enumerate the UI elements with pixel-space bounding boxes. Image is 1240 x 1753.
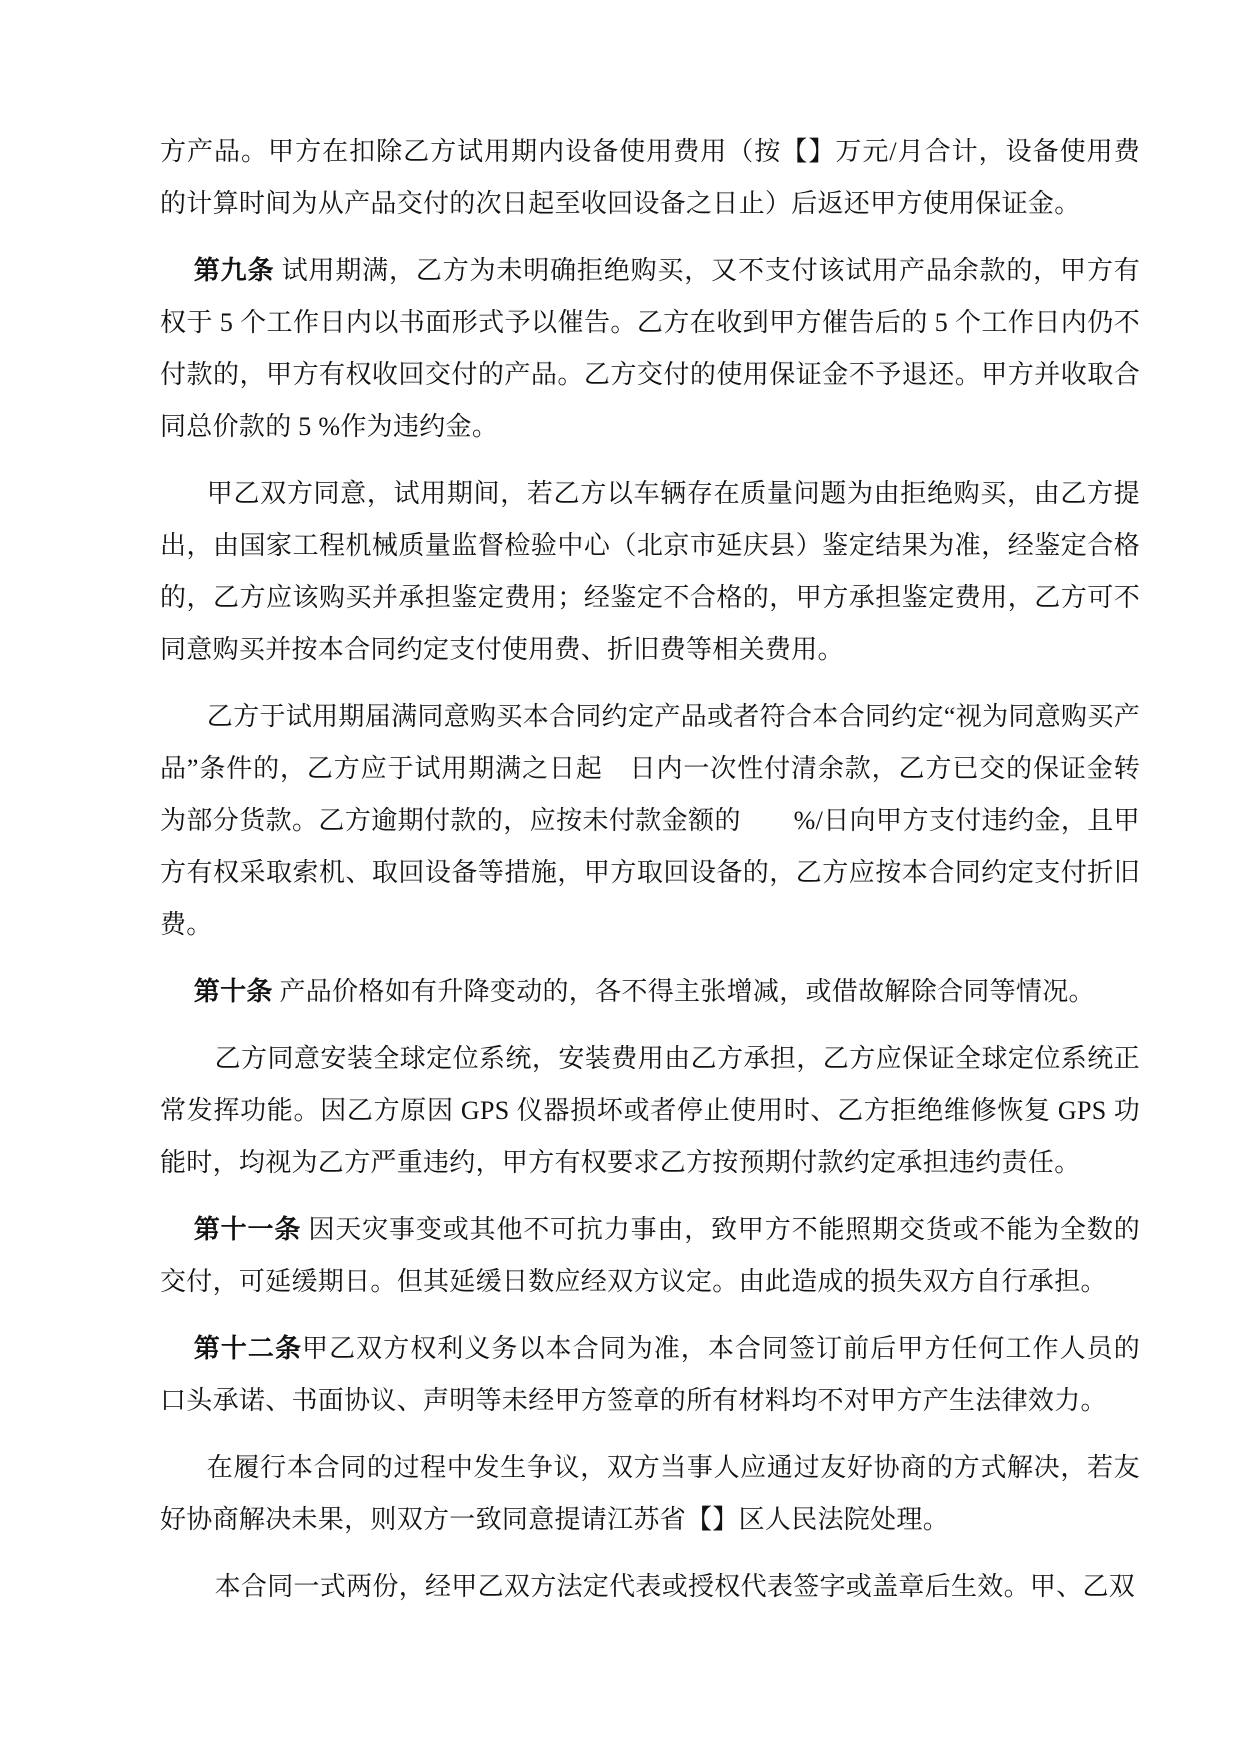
contract-body [160,126,1140,1628]
paragraph [160,468,1140,676]
paragraph [160,691,1140,951]
paragraph-clause-12 [160,1323,1140,1427]
paragraph-text: 方产品。甲方在扣除乙方试用期内设备使用费用（按【】万元/月合计，设备使用费的计算时间为从产品交付的次日起至收回设备之日止）后返还甲方使用保证金。 [160,137,1140,218]
paragraph-clause-9 [160,245,1140,453]
paragraph-text: 在履行本合同的过程中发生争议，双方当事人应通过友好协商的方式解决，若友好协商解决未果，则双方一致同意提请江苏省【】区人民法院处理。 [160,1453,1140,1534]
paragraph-text: 甲乙双方同意，试用期间，若乙方以车辆存在质量问题为由拒绝购买，由乙方提出，由国家工程机械质量监督检验中心（北京市延庆县）鉴定结果为准，经鉴定合格的，乙方应该购买并承担鉴定费用；经鉴定不合格的，甲方承担鉴定费用，乙方可不同意购买并按本合同约定支付使用费、折旧费等相关费用。 [160,479,1140,664]
paragraph [160,1561,1140,1613]
paragraph-text: 产品价格如有升降变动的，各不得主张增减，或借故解除合同等情况。 [272,977,1095,1006]
paragraph-text: 因天灾事变或其他不可抗力事由，致甲方不能照期交货或不能为全数的交付，可延缓期日。但其延缓日数应经双方议定。由此造成的损失双方自行承担。 [160,1215,1140,1296]
paragraph-text: 试用期满，乙方为未明确拒绝购买，又不支付该试用产品余款的，甲方有权于 5 个工作日内以书面形式予以催告。乙方在收到甲方催告后的 5 个工作日内仍不付款的，甲方有权收回交付的产品。乙方交付的使用保证金不予退还。甲方并收取合同总价款的 5 %作为违约金。 [160,256,1141,441]
clause-number: 第十一条 [193,1215,302,1244]
paragraph-continuation [160,126,1140,230]
clause-number: 第十二条 [193,1334,303,1363]
paragraph [160,1442,1140,1546]
paragraph-text: 甲乙双方权利义务以本合同为准，本合同签订前后甲方任何工作人员的口头承诺、书面协议、声明等未经甲方签章的所有材料均不对甲方产生法律效力。 [160,1334,1140,1415]
clause-number: 第九条 [193,256,275,285]
paragraph-clause-10 [160,966,1140,1018]
paragraph-text: 乙方于试用期届满同意购买本合同约定产品或者符合本合同约定“视为同意购买产品”条件的，乙方应于试用期满之日起 日内一次性付清余款，乙方已交的保证金转为部分货款。乙方逾期付款的，应按未付款金额的 %/日向甲方支付违约金，且甲方有权采取索机、取回设备等措施，甲方取回设备的，乙方应按本合同约定支付折旧费。 [160,702,1141,939]
paragraph-text: 本合同一式两份，经甲乙双方法定代表或授权代表签字或盖章后生效。甲、乙双 [214,1572,1136,1601]
paragraph [160,1033,1140,1189]
paragraph-clause-11 [160,1204,1140,1308]
paragraph-text: 乙方同意安装全球定位系统，安装费用由乙方承担，乙方应保证全球定位系统正常发挥功能。因乙方原因 GPS 仪器损坏或者停止使用时、乙方拒绝维修恢复 GPS 功能时，均视为乙方严重违约，甲方有权要求乙方按预期付款约定承担违约责任。 [160,1044,1140,1177]
clause-number: 第十条 [193,977,273,1006]
